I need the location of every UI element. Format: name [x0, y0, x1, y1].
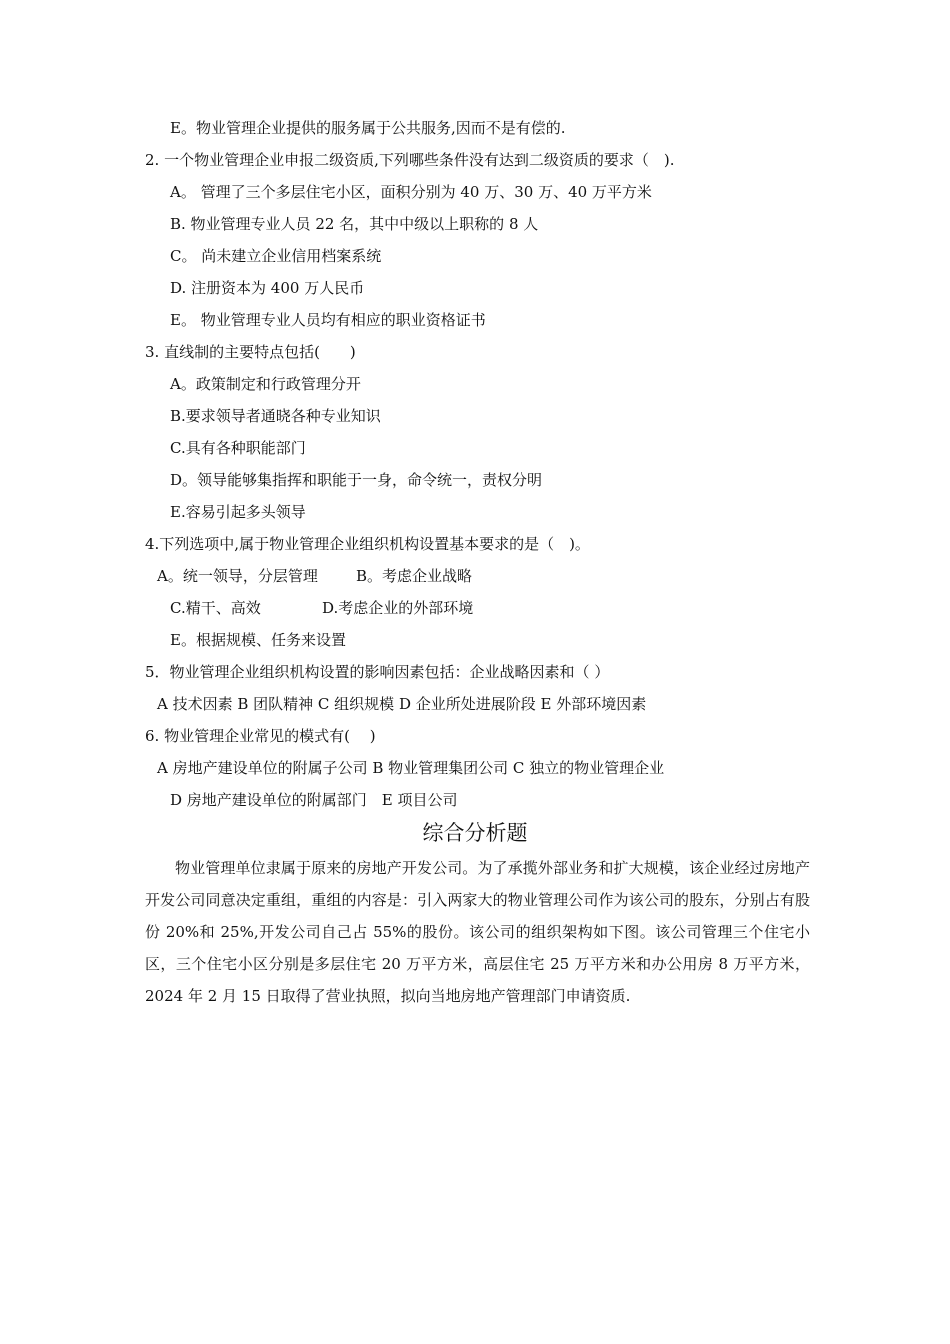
q2-option-a: A。 管理了三个多层住宅小区，面积分别为 40 万、30 万、40 万平方米	[170, 183, 652, 201]
q2-option-c: C。 尚未建立企业信用档案系统	[170, 247, 382, 265]
case-paragraph	[145, 852, 810, 1012]
q3-option-a: A。政策制定和行政管理分开	[170, 375, 361, 393]
q3-option-d: D。领导能够集指挥和职能于一身，命令统一，责权分明	[170, 471, 543, 489]
q4-stem: 4.下列选项中,属于物业管理企业组织机构设置基本要求的是（ )。	[145, 535, 590, 553]
q6-options-line1: A 房地产建设单位的附属子公司 B 物业管理集团公司 C 独立的物业管理企业	[157, 759, 665, 777]
q4-option-c: C.精干、高效	[170, 599, 261, 617]
section-title: 综合分析题	[422, 821, 528, 845]
q3-stem: 3. 直线制的主要特点包括( )	[145, 343, 356, 361]
q2-option-e: E。 物业管理专业人员均有相应的职业资格证书	[170, 311, 486, 329]
q4-option-a: A。统一领导，分层管理	[157, 567, 318, 585]
case-paragraph-text: 物业管理单位隶属于原来的房地产开发公司。为了承揽外部业务和扩大规模，该企业经过房地产开发公司同意决定重组，重组的内容是：引入两家大的物业管理公司作为该公司的股东，分别占有股份 20%和 25%,开发公司自己占 55%的股份。该公司的组织架构如下图。该公司管理三个住宅小区，三个住宅小区分别是多层住宅 20 万平方米，高层住宅 25 万平方米和办公用房 8 万平方米，2024 年 2 月 15 日取得了营业执照，拟向当地房地产管理部门申请资质.	[145, 859, 810, 1005]
q4-option-b: B。考虑企业战略	[356, 567, 473, 585]
q3-option-c: C.具有各种职能部门	[170, 439, 306, 457]
q5-stem: 5．物业管理企业组织机构设置的影响因素包括：企业战略因素和（ ）	[145, 663, 610, 681]
q3-option-e: E.容易引起多头领导	[170, 503, 306, 521]
q3-option-b: B.要求领导者通晓各种专业知识	[170, 407, 381, 425]
q2-option-d: D. 注册资本为 400 万人民币	[170, 279, 365, 297]
q2-stem: 2. 一个物业管理企业申报二级资质,下列哪些条件没有达到二级资质的要求（ ).	[145, 151, 675, 169]
q4-option-d: D.考虑企业的外部环境	[322, 599, 474, 617]
q1-option-e: E。物业管理企业提供的服务属于公共服务,因而不是有偿的.	[170, 119, 566, 137]
q6-options-line2: D 房地产建设单位的附属部门 E 项目公司	[170, 791, 458, 809]
q5-options: A 技术因素 B 团队精神 C 组织规模 D 企业所处进展阶段 E 外部环境因素	[157, 695, 647, 713]
q6-stem: 6. 物业管理企业常见的模式有( )	[145, 727, 376, 745]
q4-option-e: E。根据规模、任务来设置	[170, 631, 346, 649]
q2-option-b: B. 物业管理专业人员 22 名，其中中级以上职称的 8 人	[170, 215, 539, 233]
